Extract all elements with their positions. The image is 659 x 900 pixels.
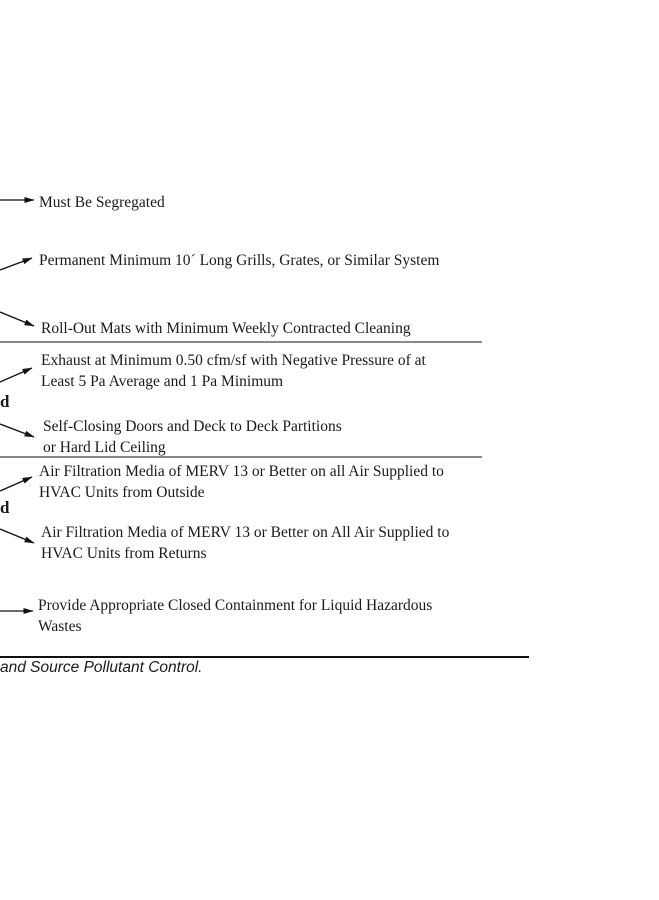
label-containment: Provide Appropriate Closed Containment for Liquid Hazardous Wastes — [38, 597, 433, 635]
figure-caption: and Source Pollutant Control. — [0, 659, 203, 676]
label-filtration-returns: Air Filtration Media of MERV 13 or Better on All Air Supplied to HVAC Units from Returns — [41, 524, 450, 562]
label-segregated: Must Be Segregated — [39, 194, 165, 211]
label-exhaust: Exhaust at Minimum 0.50 cfm/sf with Negative Pressure of at Least 5 Pa Average and 1 Pa Minimum — [41, 352, 426, 390]
arrow-mats — [0, 312, 34, 326]
arrow-grills — [0, 258, 32, 270]
cropped-category-fragment-1: d — [0, 392, 10, 411]
label-filtration-outside: Air Filtration Media of MERV 13 or Better on all Air Supplied to HVAC Units from Outside — [39, 463, 444, 501]
label-doors: Self-Closing Doors and Deck to Deck Partitions or Hard Lid Ceiling — [43, 418, 342, 456]
arrow-exhaust — [0, 368, 32, 382]
cropped-category-fragment-2: d — [0, 498, 10, 517]
arrow-doors — [0, 424, 34, 437]
label-grills: Permanent Minimum 10´ Long Grills, Grates, or Similar System — [39, 252, 440, 269]
arrow-filtration-outside — [0, 477, 32, 491]
arrow-filtration-returns — [0, 529, 34, 543]
label-mats: Roll-Out Mats with Minimum Weekly Contracted Cleaning — [41, 320, 411, 337]
